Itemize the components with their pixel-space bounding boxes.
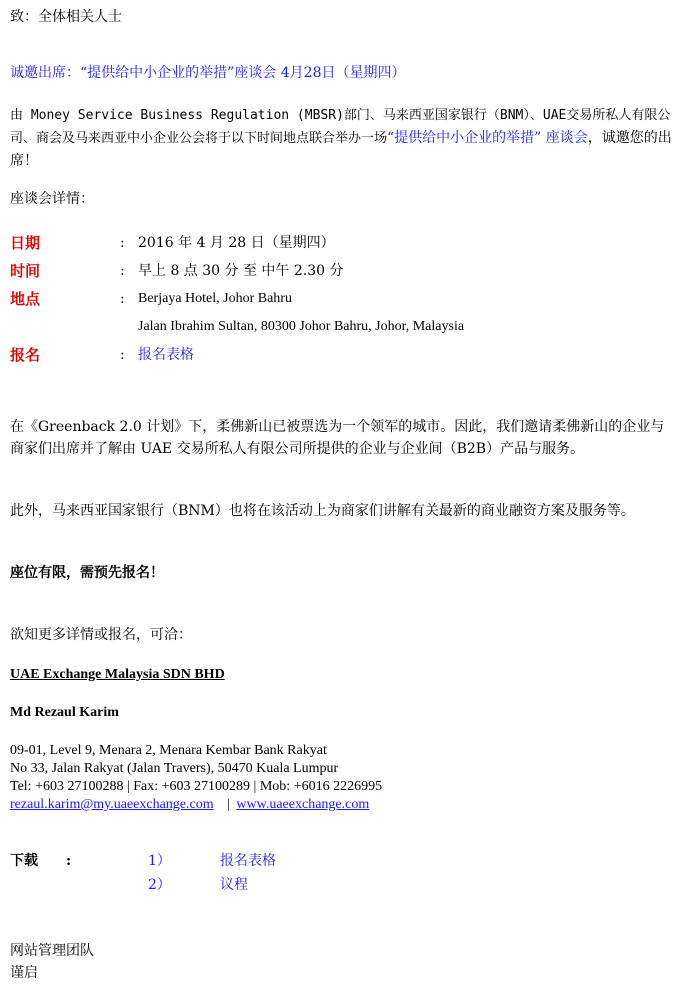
detail-row-time: [10, 260, 678, 282]
intro-text-end: ，诚邀您的出席！: [10, 130, 672, 169]
detail-value: 2016 年 4 月 28 日（星期四）: [138, 235, 335, 251]
contact-address: [10, 742, 678, 814]
details-heading: 座谈会详情：: [10, 191, 94, 207]
detail-colon: :: [120, 263, 125, 279]
invite-title: 诚邀出席：“提供给中小企业的举措”座谈会 4月28日（星期四）: [10, 65, 406, 81]
download-item-number: 2）: [148, 877, 171, 893]
company-name: UAE Exchange Malaysia SDN BHD: [10, 667, 225, 682]
address-line-2: No 33, Jalan Rakyat (Jalan Travers), 50470 Kuala Lumpur: [10, 761, 339, 776]
detail-value: Berjaya Hotel, Johor Bahru: [138, 291, 292, 306]
contact-intro: 欲知更多详情或报名，可洽：: [10, 627, 192, 643]
address-line-1: 09-01, Level 9, Menara 2, Menara Kembar Bank Rakyat: [10, 743, 327, 758]
detail-row-register: [10, 344, 678, 366]
greeting: 致：全体相关人士: [10, 9, 122, 25]
intro-paragraph: [10, 104, 678, 172]
website-link[interactable]: www.uaeexchange.com: [236, 797, 370, 812]
detail-row-venue: [10, 288, 678, 310]
link-separator: |: [227, 797, 230, 812]
detail-value: 早上 8 点 30 分 至 中午 2.30 分: [138, 263, 344, 279]
signoff-team: 网站管理团队: [10, 943, 94, 959]
bnm-paragraph: 此外，马来西亚国家银行（BNM）也将在该活动上为商家们讲解有关最新的商业融资方案及服务等。: [10, 503, 635, 519]
download-registration-form-link[interactable]: 报名表格: [220, 853, 276, 869]
contact-name: Md Rezaul Karim: [10, 705, 119, 720]
detail-value-line2: Jalan Ibrahim Sultan, 80300 Johor Bahru, Johor, Malaysia: [138, 319, 465, 334]
intro-highlight: “提供给中小企业的举措” 座谈会: [387, 130, 588, 146]
download-agenda-link[interactable]: 议程: [220, 877, 248, 893]
signoff-closing: 谨启: [10, 965, 38, 981]
download-row-1: [10, 850, 678, 872]
download-label: 下载: [10, 853, 38, 869]
download-colon: :: [66, 853, 72, 869]
detail-colon: :: [120, 291, 125, 307]
detail-label: 地点: [10, 290, 41, 308]
seats-notice: 座位有限，需预先报名！: [10, 565, 164, 581]
registration-form-link[interactable]: 报名表格: [138, 347, 194, 363]
download-row-2: [10, 874, 678, 896]
address-links-line: [10, 796, 678, 814]
intro-text: 由 Money Service Business Regulation (MBSR)部门、马来西亚国家银行（BNM）、UAE交易所私人有限公司、商会及马来西亚中小企业公会将于以下时间地点联合举办一场: [10, 108, 671, 146]
detail-row-venue-address: [10, 316, 678, 338]
greenback-paragraph: 在《Greenback 2.0 计划》下，柔佛新山已被票选为一个领军的城市。因此，我们邀请柔佛新山的企业与商家们出席并了解由 UAE 交易所私人有限公司所提供的企业与企业间（B2B）产品与服务。: [10, 419, 665, 457]
detail-colon: :: [120, 235, 125, 251]
detail-row-date: [10, 232, 678, 254]
detail-label: 日期: [10, 234, 41, 252]
detail-label: 时间: [10, 262, 41, 280]
detail-label: 报名: [10, 346, 41, 364]
detail-colon: :: [120, 347, 125, 363]
download-item-number: 1）: [148, 853, 171, 869]
address-phone-line: Tel: +603 27100288 | Fax: +603 27100289 | Mob: +6016 2226995: [10, 779, 383, 794]
email-link[interactable]: rezaul.karim@my.uaeexchange.com: [10, 797, 214, 812]
